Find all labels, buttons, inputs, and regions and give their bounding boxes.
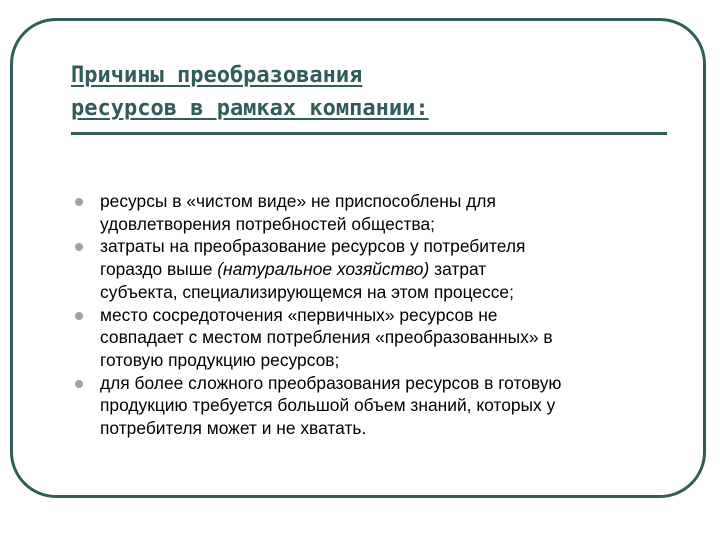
bullet-text-line: удовлетворения потребностей общества; [100,213,435,234]
bullet-text-line: готовую продукцию ресурсов; [100,349,340,370]
bullet-text-segment: гораздо выше [100,259,218,280]
bullet-text-line: ресурсы в «чистом виде» не приспособлены для [100,191,496,211]
bullet-text-segment: затрат [429,259,487,280]
bullet-item [75,372,675,440]
bullet-dot-icon [75,380,83,388]
bullet-text-line: субъекта, специализирующемся на этом процессе; [100,281,514,302]
bullet-text-line: место сосредоточения «первичных» ресурсов не [100,304,498,325]
bullet-dot-icon [75,243,83,251]
bullet-list [75,190,675,440]
bullet-text-line: продукцию требуется большой объем знаний, которых у [100,395,556,416]
bullet-text-line [100,258,675,281]
bullet-text-line: для более сложного преобразования ресурсов в готовую [100,372,562,393]
bullet-text-line: потребителя может и не хватать. [100,418,367,439]
title-line: ресурсов в рамках компании: [71,96,429,121]
bullet-dot-icon [75,312,83,320]
bullet-italic-note: (натуральное хозяйство) [217,259,430,280]
bullet-dot-icon [75,198,83,206]
slide-title [71,59,631,125]
title-divider [71,132,667,135]
bullet-text-line: совпадает с местом потребления «преобразованных» в [100,327,553,348]
bullet-item [75,304,675,372]
bullet-text-line: затраты на преобразование ресурсов у потребителя [100,236,526,257]
title-line: Причины преобразования [71,63,363,88]
bullet-item [75,235,675,303]
bullet-item [75,190,675,235]
